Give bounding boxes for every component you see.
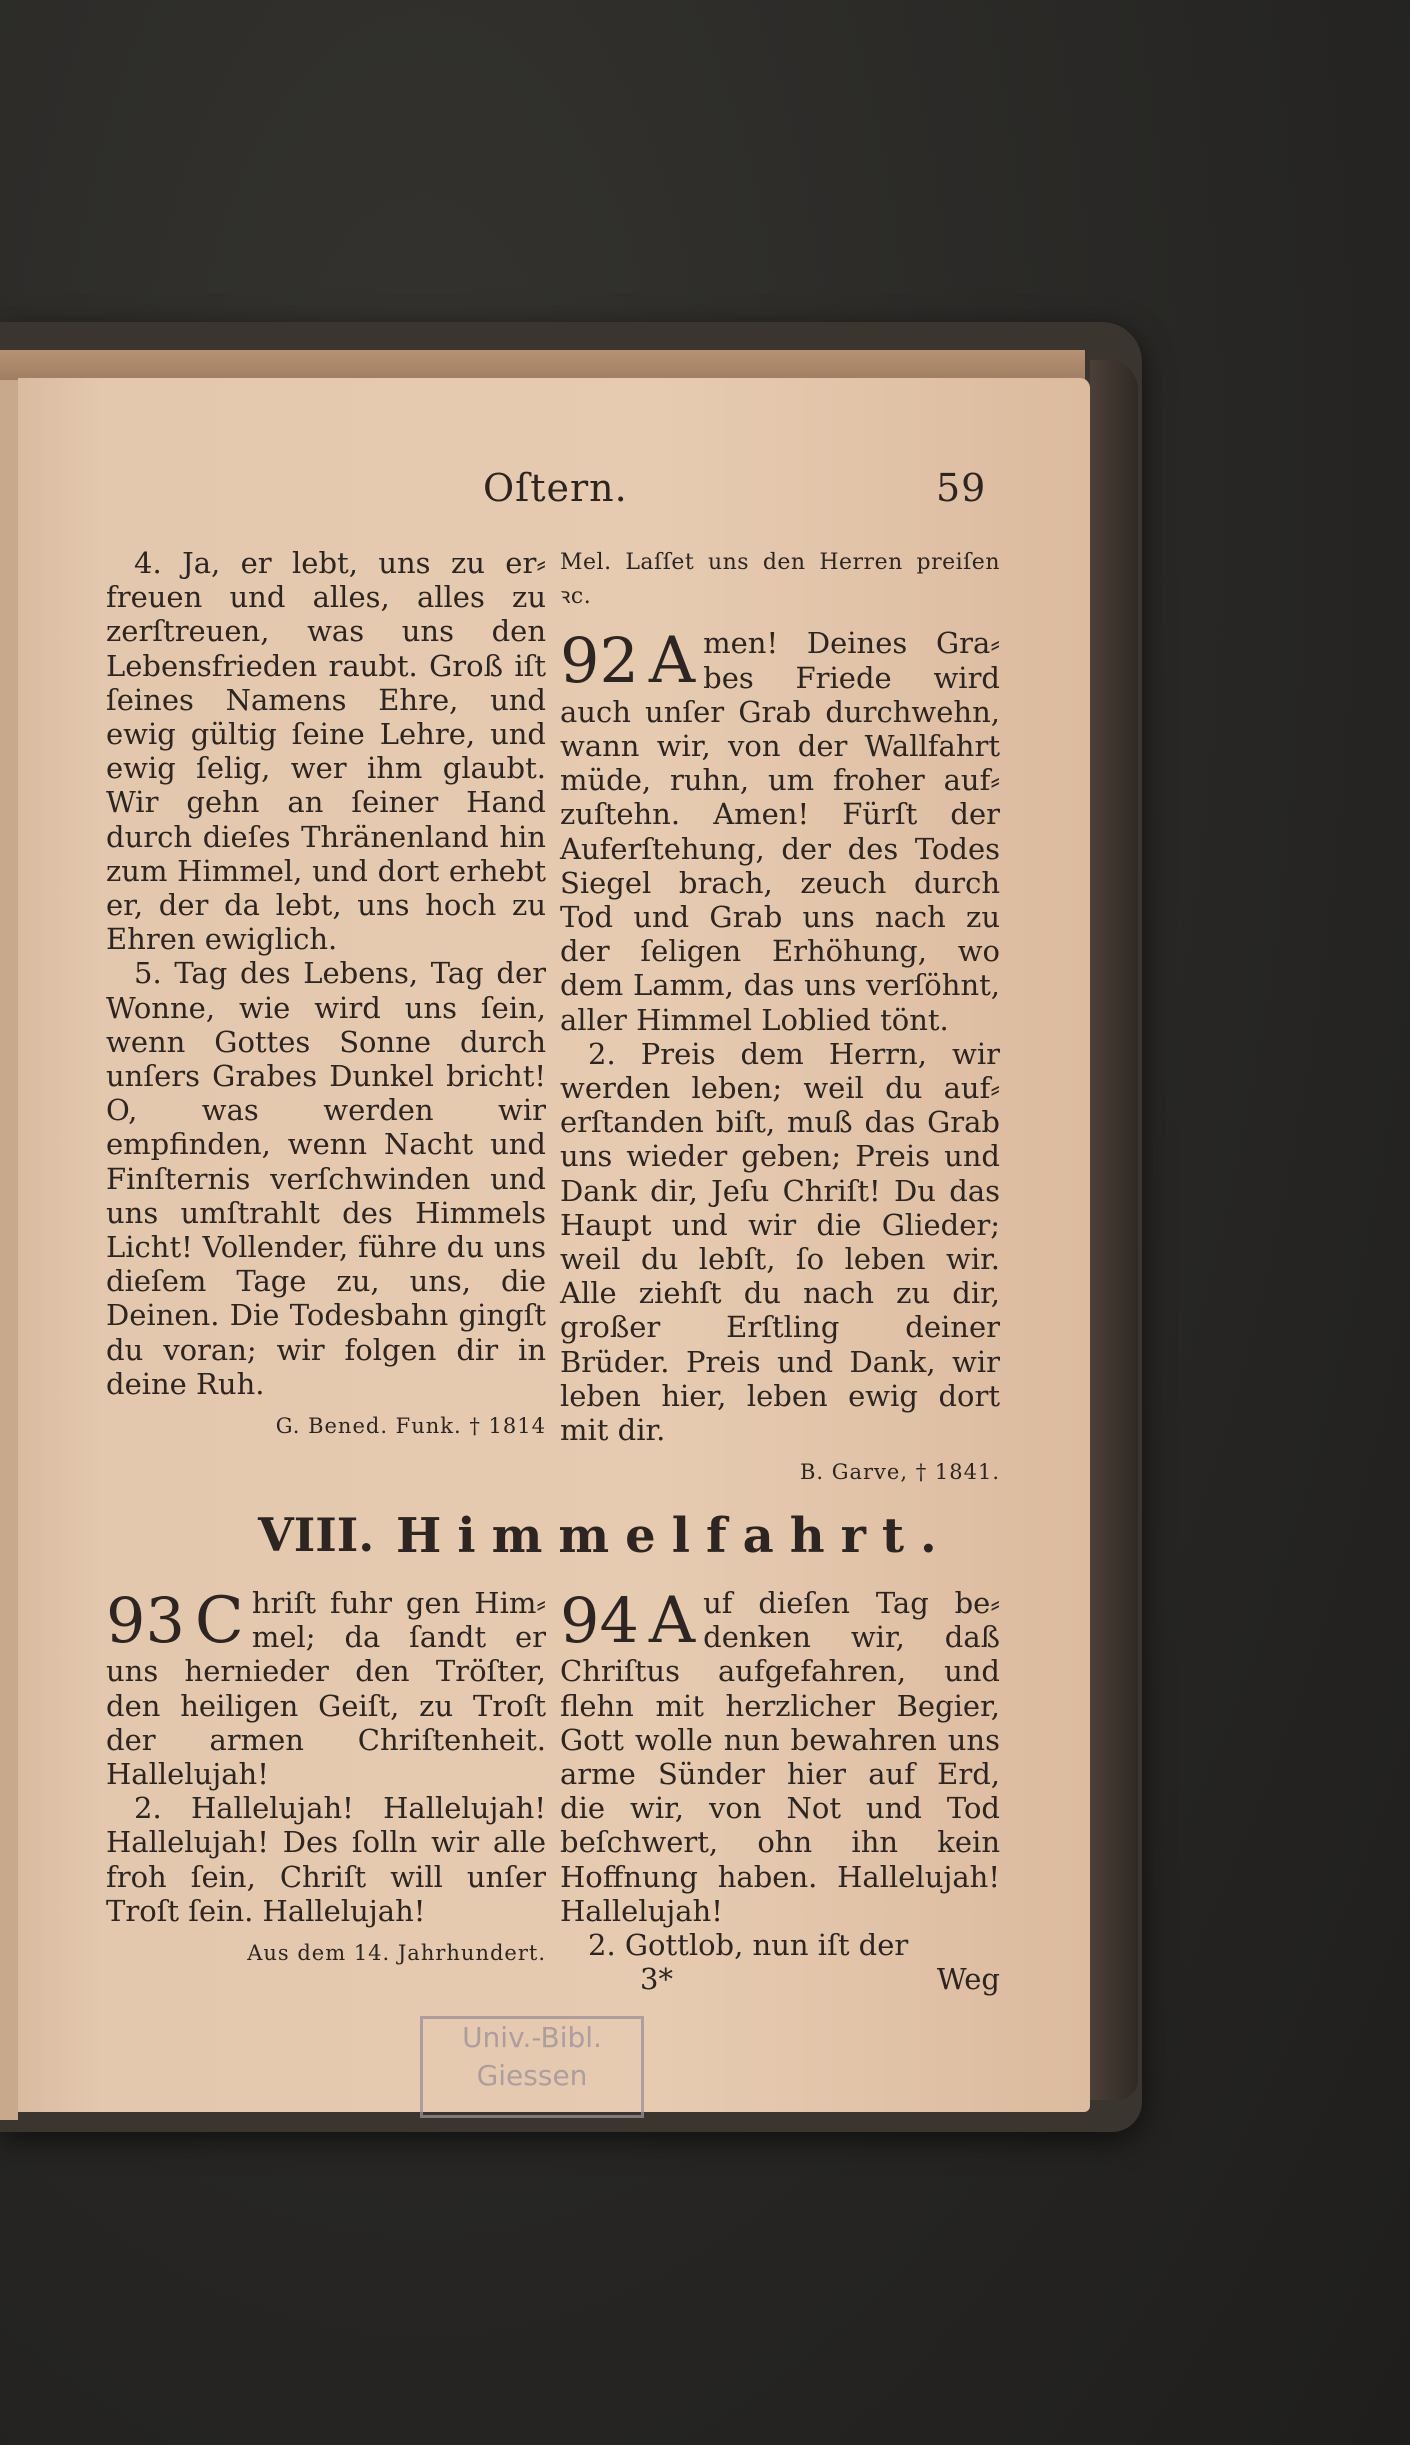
hymn-number: 92 [560,624,639,698]
verse-2: 2. Gottlob, nun iſt der [588,1928,909,1963]
stamp-line-1: Univ.-Bibl. [462,2021,602,2054]
verse-2: 2. Preis dem Herrn, wir werden leben; weil du auf⸗ erſtanden biſt, muß das Grab uns wieder geben; Preis und Dank dir, Jeſu Chriſt! Du das Haupt und wir die Glieder; weil du lebſt, ſo leben wir. Alle ziehſt du nach zu dir, großer Erſtling deiner Brüder. Preis und Dank, wir leben hier, leben ewig dort mit dir. [560,1036,1000,1448]
author-credit: G. Bened. Funk. † 1814 [275,1414,546,1439]
left-column [106,546,546,1443]
hymn-94 [560,1586,1000,1996]
stamp-line-2: Giessen [476,2059,588,2092]
drop-cap: A [648,1584,696,1658]
drop-cap: A [648,624,696,699]
page-footer [560,1962,1000,1996]
drop-cap: C [194,1584,244,1658]
hymn-text: men! Deines Gra⸗ bes Friede wird auch unſer Grab durchwehn, wann wir, von der Wallfahrt müde, ruhn, um froher auf⸗ zuſtehn. Amen! Fürſt der Auferſtehung, der des Todes Siegel brach, zeuch durch Tod und Grab uns nach zu der ſeligen Erhöhung, wo dem Lamm, das uns verſöhnt, aller Himmel Loblied tönt. [560,626,1000,1037]
hymn-number: 94 [560,1584,639,1657]
book-page [18,378,1090,2112]
author-credit: Aus dem 14. Jahrhundert. [247,1941,546,1966]
verse-5: 5. Tag des Lebens, Tag der Wonne, wie wird uns ſein, wenn Gottes Sonne durch unſers Grabes Dunkel bricht! O, was werden wir empfinden, wenn Nacht und Finſternis verſchwinden und uns umſtrahlt des Himmels Licht! Vollender, führe du uns dieſem Tage zu, uns, die Deinen. Die Todesbahn gingſt du voran; wir folgen dir in deine Ruh. [106,956,546,1401]
verse-4: 4. Ja, er lebt, uns zu er⸗ freuen und alles, alles zu zerſtreuen, was uns den Lebensfrieden raubt. Groß iſt ſeines Namens Ehre, und ewig gültig ſeine Lehre, und ewig ſelig, wer ihm glaubt. Wir gehn an ſeiner Hand durch dieſes Thränenland hin zum Himmel, und dort erhebt er, der da lebt, uns hoch zu Ehren ewiglich. [106,546,546,957]
section-number: VIII. [258,1508,375,1562]
melody-line: Mel. Laſſet uns den Herren preiſen ꝛc. [560,550,1000,610]
hymn-92 [560,626,1000,1036]
hymn-text: hriſt fuhr gen Him⸗ mel; da ſandt er uns hernieder den Tröſter, den heiligen Geiſt, zu Troſt der armen Chriſtenheit. Hallelujah! [106,1586,546,1792]
page-title: Oſtern. [483,466,628,510]
right-column [560,546,1000,1489]
author-credit: B. Garve, † 1841. [799,1460,1000,1485]
verse-2: 2. Hallelujah! Hallelujah! Hallelujah! Des ſolln wir alle froh ſein, Chriſt will unſer Troſt ſein. Hallelujah! [106,1791,546,1928]
hymn-number: 93 [106,1584,185,1657]
section-title: Himmelfahrt. [396,1508,953,1564]
hymn-text: uf dieſen Tag be⸗ denken wir, daß Chriſtus aufgefahren, und flehn mit herzlicher Begier, Gott wolle nun bewahren uns arme Sünder hier auf Erd, die wir, von Not und Tod beſchwert, ohn ihn kein Hoffnung haben. Hallelujah! Hallelujah! [560,1586,1000,1928]
page-number: 59 [936,466,987,510]
signature-mark: 3* [640,1962,673,1997]
book-spine [1090,360,1138,2100]
left-page-edge [0,380,18,2120]
library-stamp [420,2016,644,2118]
hymn-93 [106,1586,546,1970]
catchword: Weg [936,1962,1000,1997]
